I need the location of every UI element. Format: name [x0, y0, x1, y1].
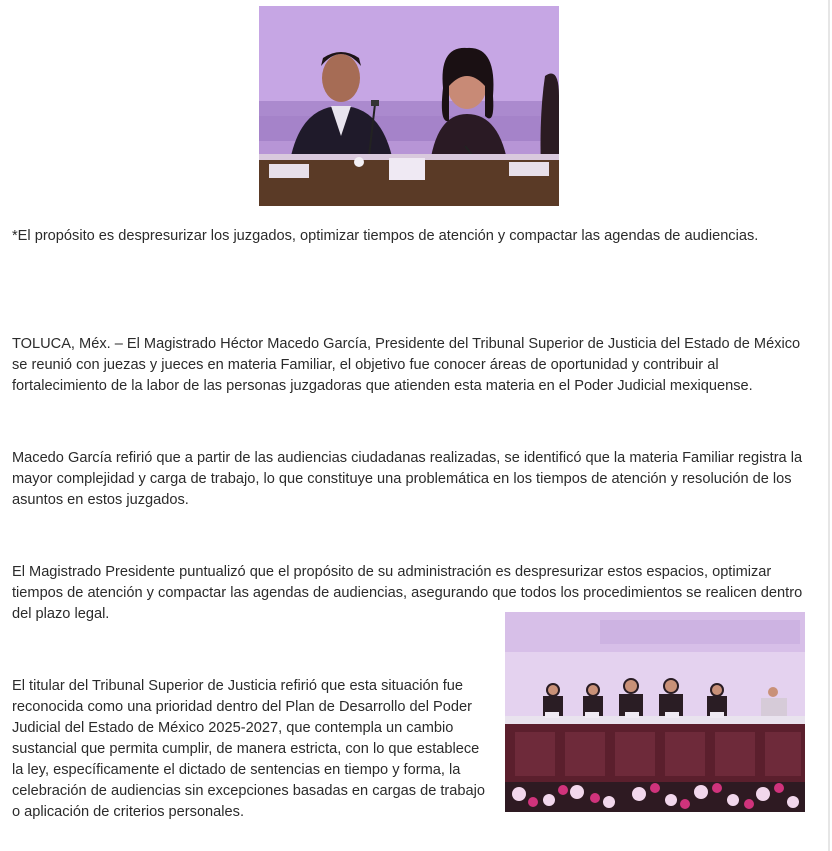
article-paragraph: El Magistrado Presidente puntualizó que el propósito de su administración es despresurizar estos espacios, optimizar tiempos de atención y compactar las agendas de audiencias, asegurando que todos los procedimientos se realicen dentro del plazo legal. — [12, 564, 803, 622]
photo-illustration — [259, 6, 559, 206]
article-paragraph: Macedo García refirió que a partir de las audiencias ciudadanas realizadas, se identificó que la materia Familiar registra la mayor complejidad y carga de trabajo, lo que constituye una problemática en los tiempos de atención y resolución de los asuntos en estos juzgados. — [12, 450, 803, 508]
press-photo-panel — [505, 612, 805, 812]
article-paragraph: El titular del Tribunal Superior de Justicia refirió que esta situación fue reconocida como una prioridad dentro del Plan de Desarrollo del Poder Judicial del Estado de México 2025-2027, que contempla un cambio sustancial que permita cumplir, de manera estricta, con lo que establece la ley, específicamente el dictado de sentencias en tiempo y forma, la celebración de audiencias sin excepciones basadas en cargas de trabajo o aplicación de criterios personales. — [12, 678, 485, 820]
photo-illustration — [505, 612, 805, 812]
scrollbar-track[interactable] — [828, 0, 830, 851]
press-photo-magistrates — [259, 6, 559, 206]
article-paragraph: TOLUCA, Méx. – El Magistrado Héctor Macedo García, Presidente del Tribunal Superior de Justicia del Estado de México se reunió con juezas y jueces en materia Familiar, el objetivo fue conocer áreas de oportunidad y contribuir al fortalecimiento de la labor de las personas juzgadoras que atienden esta materia en el Poder Judicial mexiquense. — [12, 336, 801, 394]
article-subheading: *El propósito es despresurizar los juzgados, optimizar tiempos de atención y compactar las agendas de audiencias. — [12, 228, 759, 244]
